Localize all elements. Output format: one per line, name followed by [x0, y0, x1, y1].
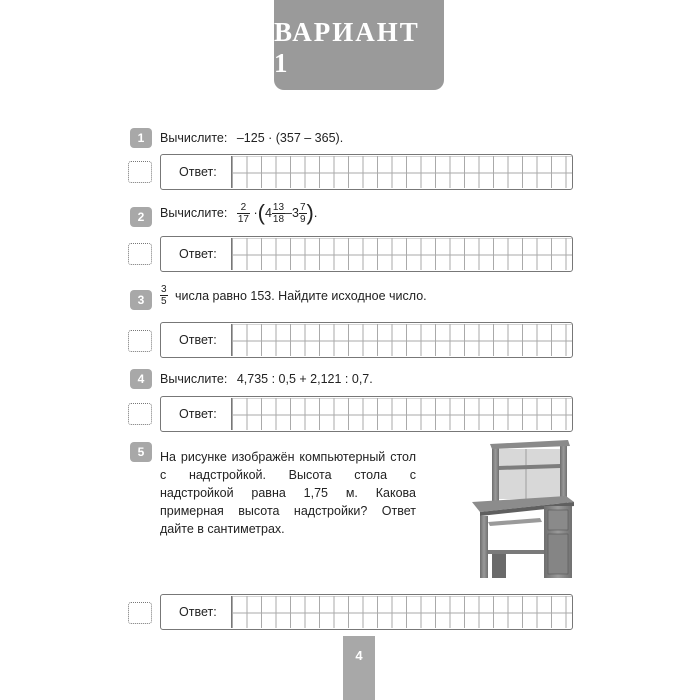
question-4-answer-row — [160, 396, 573, 432]
question-5-answer-grid[interactable] — [231, 596, 572, 628]
question-2-text: Вычислите: $\frac{2}{17}$ ·(4 $\frac{13}{18}$ –3 $\frac{7}{9}$ ). — [160, 200, 318, 225]
question-3-checkbox[interactable] — [128, 330, 152, 352]
question-1-checkbox[interactable] — [128, 161, 152, 183]
question-4-answer-grid[interactable] — [231, 398, 572, 430]
page-number: 4 — [343, 636, 375, 700]
question-5-checkbox[interactable] — [128, 602, 152, 624]
question-3-answer-row — [160, 322, 573, 358]
question-5-number: 5 — [130, 442, 152, 462]
computer-desk-illustration — [470, 440, 575, 580]
answer-label: Ответ: — [179, 247, 217, 261]
question-3-text: $\frac{3}{5}$ числа равно 153. Найдите исходное число. — [161, 284, 427, 307]
question-2-checkbox[interactable] — [128, 243, 152, 265]
question-2-number: 2 — [130, 207, 152, 227]
question-3-answer-grid[interactable] — [231, 324, 572, 356]
question-2-answer-grid[interactable] — [231, 238, 572, 270]
question-4-number: 4 — [130, 369, 152, 389]
question-5-text: На рисунке изображён компьютерный стол с надстройкой. Высота стола с надстройкой равна 1,75 м. Какова примерная высота надстройки? Ответ дайте в сантиметрах. — [160, 450, 416, 536]
question-1-number: 1 — [130, 128, 152, 148]
question-4-checkbox[interactable] — [128, 403, 152, 425]
question-1-answer-grid[interactable] — [231, 156, 572, 188]
answer-label: Ответ: — [179, 407, 217, 421]
question-4-text: Вычислите: 4,735 : 0,5 + 2,121 : 0,7. — [160, 372, 373, 386]
answer-label: Ответ: — [179, 605, 217, 619]
question-1-answer-row — [160, 154, 573, 190]
answer-label: Ответ: — [179, 333, 217, 347]
question-3-number: 3 — [130, 290, 152, 310]
question-1-text: Вычислите: –125 · (357 – 365). — [160, 131, 344, 145]
question-5-answer-row — [160, 594, 573, 630]
answer-label: Ответ: — [179, 165, 217, 179]
question-2-answer-row — [160, 236, 573, 272]
variant-title: ВАРИАНТ 1 — [274, 17, 420, 78]
variant-header — [274, 0, 444, 90]
